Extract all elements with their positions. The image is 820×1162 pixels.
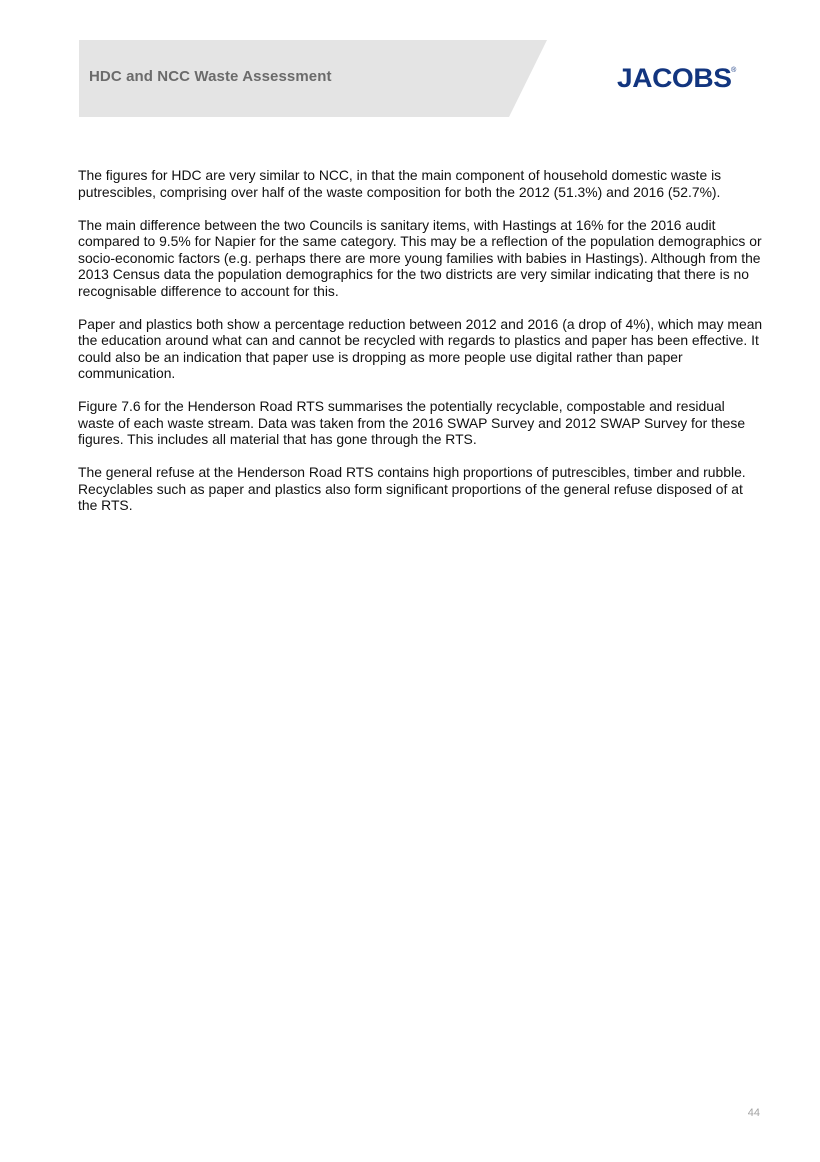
registered-mark: ® bbox=[731, 67, 737, 74]
paragraph: The general refuse at the Henderson Road RTS contains high proportions of putrescibles, timber and rubble. Recyclables such as paper and plastics also form significant proportions of the general refuse disposed of at the RTS. bbox=[78, 464, 746, 513]
paragraph: Figure 7.6 for the Henderson Road RTS summarises the potentially recyclable, compostable and residual waste of each waste stream. Data was taken from the 2016 SWAP Survey and 2012 SWAP Survey for these figures. This includes all material that has gone through the RTS. bbox=[78, 398, 746, 447]
paragraph: The main difference between the two Councils is sanitary items, with Hastings at 16% for the 2016 audit compared to 9.5% for Napier for the same category. This may be a reflection of the population demographics or socio-economic factors (e.g. perhaps there are more young families with babies in Hastings). Although from the 2013 Census data the population demographics for the two districts are very similar indicating that there is no recognisable difference to account for this. bbox=[78, 216, 762, 299]
body-content bbox=[78, 167, 764, 530]
document-title: HDC and NCC Waste Assessment bbox=[89, 68, 332, 85]
paragraph: Paper and plastics both show a percentage reduction between 2012 and 2016 (a drop of 4%), which may mean the education around what can and cannot be recycled with regards to plastics and paper has been effective. It could also be an indication that paper use is dropping as more people use digital rather than paper communication. bbox=[78, 315, 763, 381]
page-number: 44 bbox=[747, 1107, 760, 1119]
paragraph: The figures for HDC are very similar to NCC, in that the main component of household domestic waste is putrescibles, comprising over half of the waste composition for both the 2012 (51.3%) and 2016 (52.7%). bbox=[78, 167, 722, 200]
logo-wordmark: JACOBS bbox=[617, 63, 732, 93]
jacobs-logo bbox=[617, 62, 736, 94]
